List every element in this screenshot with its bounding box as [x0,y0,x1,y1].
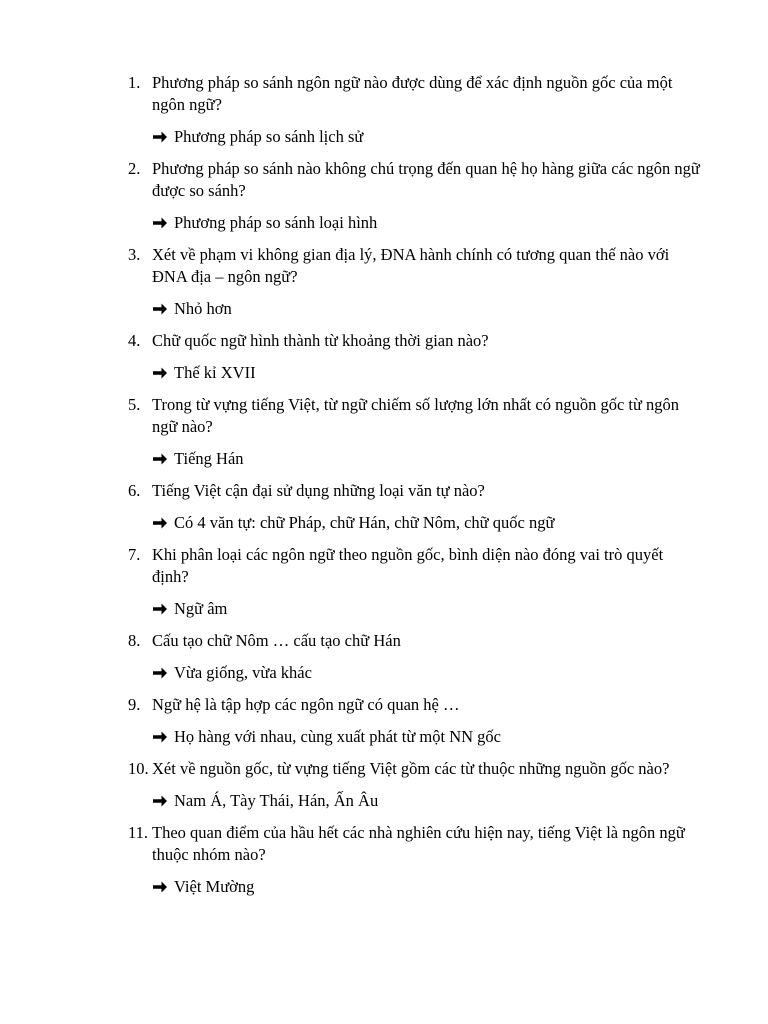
question [128,822,703,866]
question-text: Ngữ hệ là tập hợp các ngôn ngữ có quan hệ … [152,695,460,714]
item-number: 3. [128,245,141,264]
answer [152,298,703,320]
answer [152,662,703,684]
list-item [128,158,703,234]
answer [152,598,703,620]
list-item [128,758,703,812]
answer-text: Ngữ âm [174,599,228,618]
arrow-right-icon [152,452,168,466]
question-text: Phương pháp so sánh nào không chú trọng đến quan hệ họ hàng giữa các ngôn ngữ được so sánh? [152,159,700,200]
answer-text: Việt Mường [174,877,255,896]
answer [152,448,703,470]
qa-list [128,72,703,908]
answer-text: Thế kỉ XVII [174,363,256,382]
item-number: 9. [128,695,141,714]
question-text: Tiếng Việt cận đại sử dụng những loại văn tự nào? [152,481,485,500]
item-number: 11. [128,823,149,842]
answer-text: Phương pháp so sánh loại hình [174,213,378,232]
arrow-right-icon [152,880,168,894]
item-number: 6. [128,481,141,500]
list-item [128,244,703,320]
question-text: Cấu tạo chữ Nôm … cấu tạo chữ Hán [152,631,401,650]
item-number: 2. [128,159,141,178]
answer-text: Họ hàng với nhau, cùng xuất phát từ một NN gốc [174,727,501,746]
question [128,544,703,588]
list-item [128,694,703,748]
question-text: Phương pháp so sánh ngôn ngữ nào được dùng để xác định nguồn gốc của một ngôn ngữ? [152,73,673,114]
list-item [128,394,703,470]
item-number: 8. [128,631,141,650]
question [128,330,703,352]
question-text: Xét về nguồn gốc, từ vựng tiếng Việt gồm các từ thuộc những nguồn gốc nào? [152,759,670,778]
answer [152,212,703,234]
arrow-right-icon [152,730,168,744]
answer-text: Có 4 văn tự: chữ Pháp, chữ Hán, chữ Nôm, chữ quốc ngữ [174,513,555,532]
item-number: 4. [128,331,141,350]
list-item [128,544,703,620]
list-item [128,630,703,684]
item-number: 7. [128,545,141,564]
question [128,72,703,116]
arrow-right-icon [152,794,168,808]
question-text: Xét về phạm vi không gian địa lý, ĐNA hành chính có tương quan thế nào với ĐNA địa – ngôn ngữ? [152,245,670,286]
item-number: 1. [128,73,141,92]
arrow-right-icon [152,366,168,380]
question-text: Khi phân loại các ngôn ngữ theo nguồn gốc, bình diện nào đóng vai trò quyết định? [152,545,664,586]
question-text: Theo quan điểm của hầu hết các nhà nghiên cứu hiện nay, tiếng Việt là ngôn ngữ thuộc nhóm nào? [152,823,685,864]
item-number: 10. [128,759,149,778]
item-number: 5. [128,395,141,414]
answer-text: Tiếng Hán [174,449,244,468]
question-text: Chữ quốc ngữ hình thành từ khoảng thời gian nào? [152,331,489,350]
arrow-right-icon [152,666,168,680]
answer [152,876,703,898]
list-item [128,822,703,898]
answer [152,362,703,384]
question [128,480,703,502]
question [128,244,703,288]
answer-text: Phương pháp so sánh lịch sử [174,127,364,146]
arrow-right-icon [152,516,168,530]
answer [152,126,703,148]
list-item [128,330,703,384]
question [128,630,703,652]
answer-text: Vừa giống, vừa khác [174,663,312,682]
question [128,394,703,438]
arrow-right-icon [152,602,168,616]
answer [152,726,703,748]
answer-text: Nhỏ hơn [174,299,232,318]
answer [152,790,703,812]
question [128,694,703,716]
question [128,758,703,780]
list-item [128,72,703,148]
answer-text: Nam Á, Tày Thái, Hán, Ấn Âu [174,791,379,810]
arrow-right-icon [152,216,168,230]
question [128,158,703,202]
answer [152,512,703,534]
arrow-right-icon [152,130,168,144]
question-text: Trong từ vựng tiếng Việt, từ ngữ chiếm số lượng lớn nhất có nguồn gốc từ ngôn ngữ nào? [152,395,680,436]
list-item [128,480,703,534]
arrow-right-icon [152,302,168,316]
